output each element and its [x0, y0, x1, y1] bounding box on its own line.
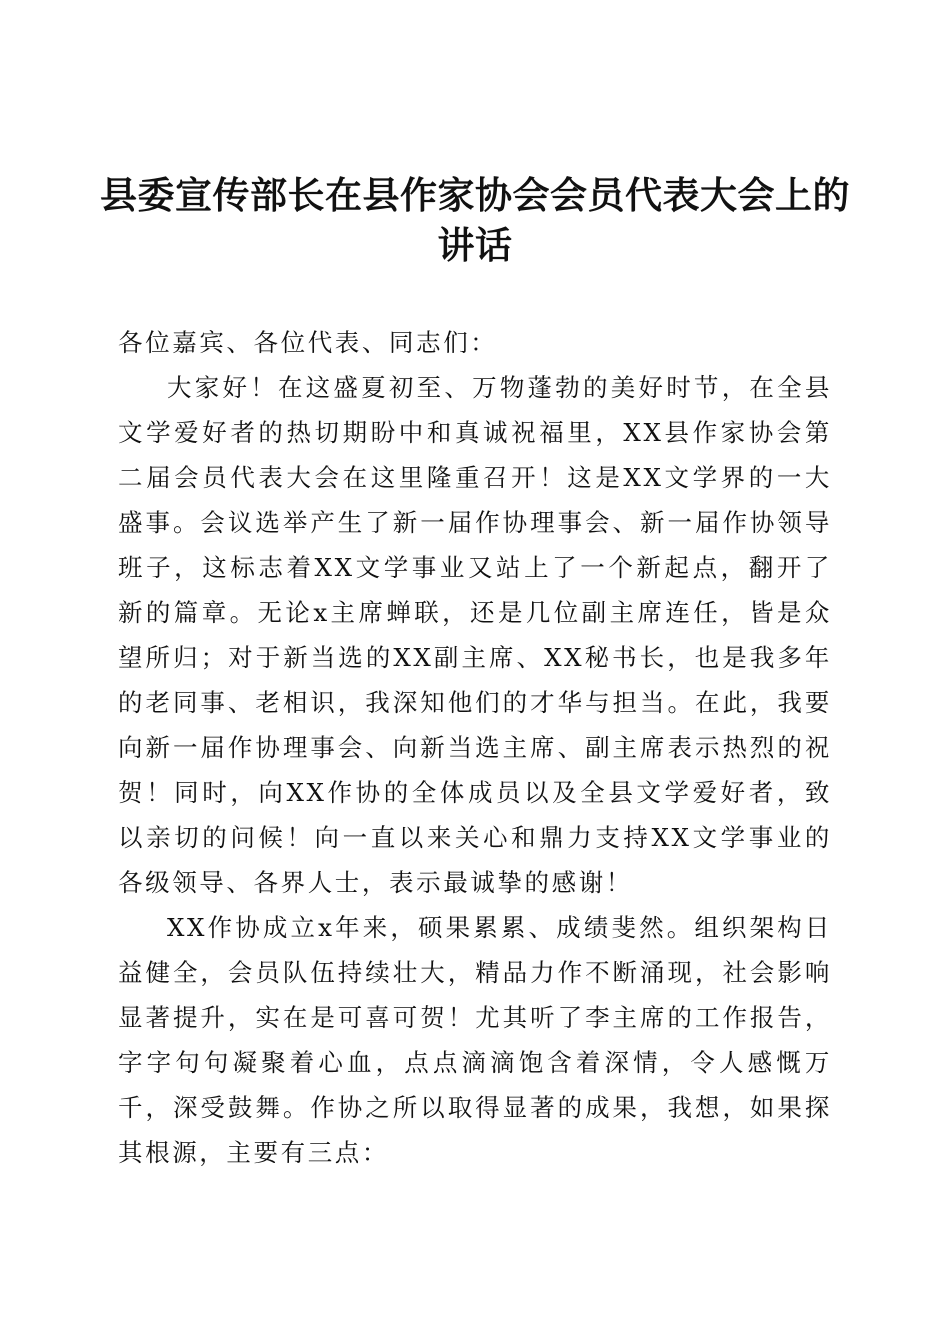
title-line-1: 县委宣传部长在县作家协会会员代表大会上的 — [100, 173, 850, 217]
salutation: 各位嘉宾、各位代表、同志们： — [118, 328, 498, 357]
title-line-2: 讲话 — [437, 223, 513, 267]
paragraph-2: XX作协成立x年来，硕果累累、成绩斐然。组织架构日益健全，会员队伍持续壮大，精品力作不断涌现，社会影响显著提升，实在是可喜可贺！尤其听了李主席的工作报告，字字句句凝聚着心血，点点滴滴饱含着深情，令人感慨万千，深受鼓舞。作协之所以取得显著的成果，我想，如果探其根源，主要有三点： — [118, 913, 832, 1167]
document-title — [100, 170, 850, 270]
paragraph-1: 大家好！在这盛夏初至、万物蓬勃的美好时节，在全县文学爱好者的热切期盼中和真诚祝福里，XX县作家协会第二届会员代表大会在这里隆重召开！这是XX文学界的一大盛事。会议选举产生了新一届作协理事会、新一届作协领导班子，这标志着XX文学事业又站上了一个新起点，翻开了新的篇章。无论x主席蝉联，还是几位副主席连任，皆是众望所归；对于新当选的XX副主席、XX秘书长，也是我多年的老同事、老相识，我深知他们的才华与担当。在此，我要向新一届作协理事会、向新当选主席、副主席表示热烈的祝贺！同时，向XX作协的全体成员以及全县文学爱好者，致以亲切的问候！向一直以来关心和鼎力支持XX文学事业的各级领导、各界人士，表示最诚挚的感谢！ — [118, 373, 832, 897]
document-body — [118, 320, 832, 1175]
